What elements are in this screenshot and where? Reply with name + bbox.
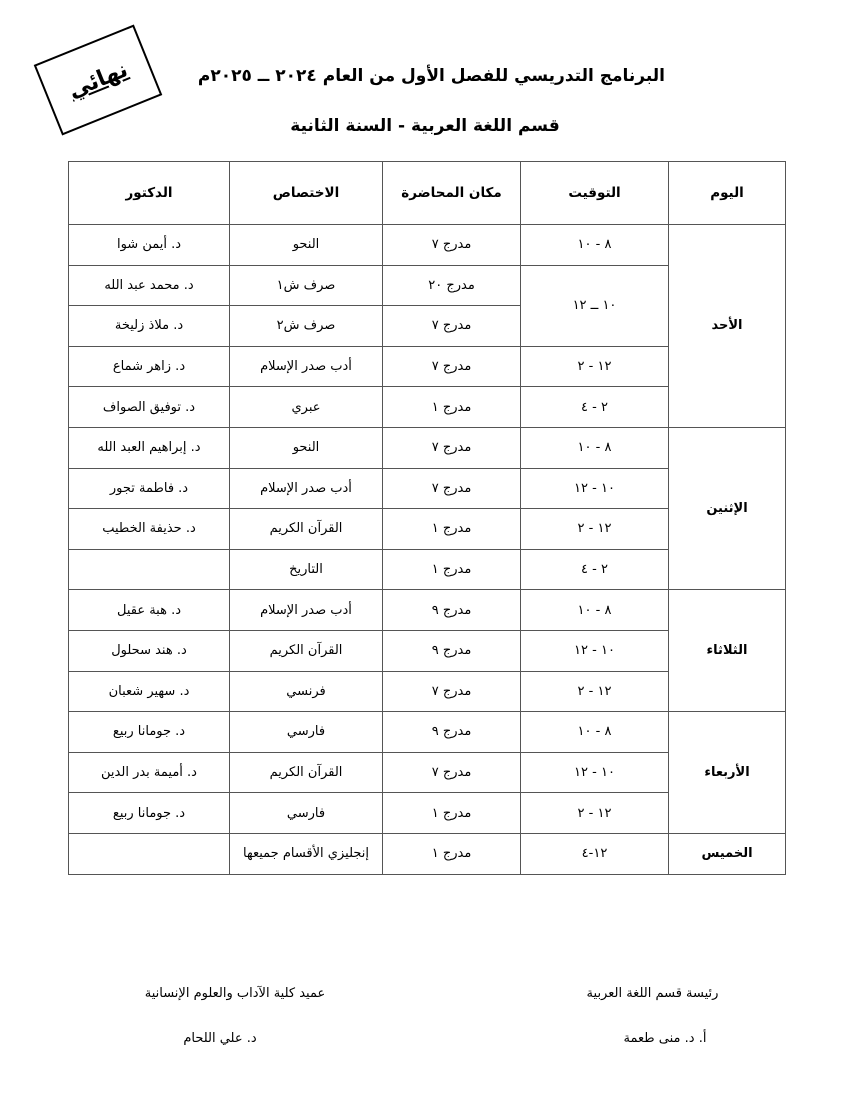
dean-title: عميد كلية الآداب والعلوم الإنسانية bbox=[144, 986, 326, 1001]
day-cell: الخميس bbox=[669, 833, 786, 874]
specialty-cell: القرآن الكريم bbox=[230, 630, 383, 671]
doctor-cell: د. هند سحلول bbox=[69, 630, 230, 671]
place-cell: مدرج ١ bbox=[383, 793, 521, 834]
specialty-cell: فرنسي bbox=[230, 671, 383, 712]
place-cell: مدرج ٧ bbox=[383, 752, 521, 793]
place-cell: مدرج ٧ bbox=[383, 306, 521, 347]
table-row bbox=[69, 590, 786, 631]
time-cell: ١٢ - ٢ bbox=[521, 671, 669, 712]
specialty-cell: أدب صدر الإسلام bbox=[230, 346, 383, 387]
specialty-cell: عبري bbox=[230, 387, 383, 428]
place-cell: مدرج ٩ bbox=[383, 630, 521, 671]
place-cell: مدرج ٧ bbox=[383, 468, 521, 509]
doctor-cell: د. إبراهيم العبد الله bbox=[69, 427, 230, 468]
page-subtitle: قسم اللغة العربية - السنة الثانية bbox=[290, 116, 560, 136]
time-cell: ١٢ - ٢ bbox=[521, 509, 669, 550]
doctor-cell: د. أميمة بدر الدين bbox=[69, 752, 230, 793]
time-cell: ١٢-٤ bbox=[521, 833, 669, 874]
header-place: مكان المحاضرة bbox=[383, 162, 521, 225]
time-cell: ١٢ - ٢ bbox=[521, 346, 669, 387]
specialty-cell: التاريخ bbox=[230, 549, 383, 590]
doctor-cell: د. جومانا ربيع bbox=[69, 712, 230, 753]
place-cell: مدرج ١ bbox=[383, 549, 521, 590]
place-cell: مدرج ٧ bbox=[383, 346, 521, 387]
specialty-cell: صرف ش١ bbox=[230, 265, 383, 306]
time-cell: ٨ - ١٠ bbox=[521, 225, 669, 266]
page-title: البرنامج التدريسي للفصل الأول من العام ٢٠٢٤ ــ ٢٠٢٥م bbox=[197, 66, 665, 86]
specialty-cell: النحو bbox=[230, 225, 383, 266]
doctor-cell bbox=[69, 833, 230, 874]
place-cell: مدرج ١ bbox=[383, 509, 521, 550]
dean-name: د. علي اللحام bbox=[183, 1031, 257, 1046]
table-row bbox=[69, 427, 786, 468]
specialty-cell: القرآن الكريم bbox=[230, 509, 383, 550]
time-cell: ٨ - ١٠ bbox=[521, 590, 669, 631]
day-cell: الأحد bbox=[669, 225, 786, 428]
doctor-cell: د. جومانا ربيع bbox=[69, 793, 230, 834]
table-row bbox=[69, 833, 786, 874]
time-cell: ١٢ - ٢ bbox=[521, 793, 669, 834]
schedule-table bbox=[68, 161, 786, 875]
header-doctor: الدكتور bbox=[69, 162, 230, 225]
time-cell: ١٠ - ١٢ bbox=[521, 630, 669, 671]
place-cell: مدرج ١ bbox=[383, 833, 521, 874]
doctor-cell: د. حذيفة الخطيب bbox=[69, 509, 230, 550]
table-header-row bbox=[69, 162, 786, 225]
department-head-title: رئيسة قسم اللغة العربية bbox=[586, 986, 719, 1001]
table-row bbox=[69, 712, 786, 753]
time-cell: ٨ - ١٠ bbox=[521, 427, 669, 468]
doctor-cell: د. هبة عقيل bbox=[69, 590, 230, 631]
doctor-cell: د. توفيق الصواف bbox=[69, 387, 230, 428]
time-cell: ١٠ ــ ١٢ bbox=[521, 265, 669, 346]
place-cell: مدرج ١ bbox=[383, 387, 521, 428]
header-specialty: الاختصاص bbox=[230, 162, 383, 225]
specialty-cell: أدب صدر الإسلام bbox=[230, 468, 383, 509]
specialty-cell: القرآن الكريم bbox=[230, 752, 383, 793]
day-cell: الثلاثاء bbox=[669, 590, 786, 712]
specialty-cell: صرف ش٢ bbox=[230, 306, 383, 347]
doctor-cell: د. زاهر شماع bbox=[69, 346, 230, 387]
department-head-name: أ. د. منى طعمة bbox=[623, 1031, 707, 1046]
specialty-cell: إنجليزي الأقسام جميعها bbox=[230, 833, 383, 874]
doctor-cell: د. فاطمة تجور bbox=[69, 468, 230, 509]
doctor-cell: د. سهير شعبان bbox=[69, 671, 230, 712]
specialty-cell: النحو bbox=[230, 427, 383, 468]
header-time: التوقيت bbox=[521, 162, 669, 225]
place-cell: مدرج ٧ bbox=[383, 427, 521, 468]
place-cell: مدرج ٧ bbox=[383, 225, 521, 266]
time-cell: ٨ - ١٠ bbox=[521, 712, 669, 753]
day-cell: الإثنين bbox=[669, 427, 786, 589]
time-cell: ٢ - ٤ bbox=[521, 549, 669, 590]
day-cell: الأربعاء bbox=[669, 712, 786, 834]
place-cell: مدرج ٩ bbox=[383, 590, 521, 631]
table-row bbox=[69, 225, 786, 266]
doctor-cell bbox=[69, 549, 230, 590]
final-stamp bbox=[34, 25, 163, 136]
doctor-cell: د. محمد عبد الله bbox=[69, 265, 230, 306]
specialty-cell: أدب صدر الإسلام bbox=[230, 590, 383, 631]
specialty-cell: فارسي bbox=[230, 712, 383, 753]
place-cell: مدرج ٢٠ bbox=[383, 265, 521, 306]
specialty-cell: فارسي bbox=[230, 793, 383, 834]
place-cell: مدرج ٧ bbox=[383, 671, 521, 712]
doctor-cell: د. أيمن شوا bbox=[69, 225, 230, 266]
stamp-text: نهائي bbox=[64, 56, 132, 104]
place-cell: مدرج ٩ bbox=[383, 712, 521, 753]
time-cell: ١٠ - ١٢ bbox=[521, 752, 669, 793]
header-day: اليوم bbox=[669, 162, 786, 225]
time-cell: ٢ - ٤ bbox=[521, 387, 669, 428]
time-cell: ١٠ - ١٢ bbox=[521, 468, 669, 509]
doctor-cell: د. ملاذ زليخة bbox=[69, 306, 230, 347]
